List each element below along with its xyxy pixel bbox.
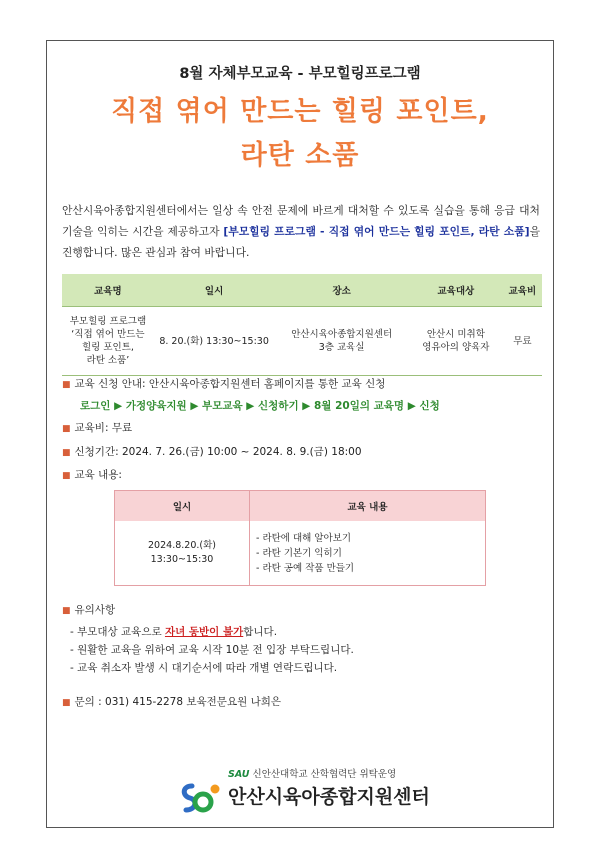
footer-logo — [178, 766, 438, 814]
note-1 — [70, 624, 277, 639]
schedule-header-row — [62, 274, 542, 307]
intro-text-start: 안산시육아종합지원센터에서는 일상 속 안전 문제에 바르게 대처할 수 있도록 실습을 통해 응급 대처 기술을 익히는 시간을 제공하고자 — [62, 204, 540, 238]
application-path: 로그인 ▶ 가정양육지원 ▶ 부모교육 ▶ 신청하기 ▶ 8월 20일의 교육명 ▶ 신청 — [80, 400, 440, 412]
content-header-row — [115, 491, 486, 522]
cell-target — [409, 307, 503, 376]
content-time: 13:30~15:30 — [150, 554, 214, 565]
note-2: - 원활한 교육을 위하여 교육 시작 10분 전 입장 부탁드립니다. — [70, 644, 354, 656]
content-table — [114, 490, 486, 586]
period-info-text: 신청기간: 2024. 7. 26.(금) 10:00 ~ 2024. 8. 9.(금) 18:00 — [74, 446, 362, 458]
content-header-date: 일시 — [115, 491, 250, 522]
square-bullet-icon: ■ — [62, 448, 71, 458]
operator-text: 신안산대학교 산학협력단 위탁운영 — [252, 769, 397, 780]
contact-info — [62, 694, 281, 709]
cell-datetime: 8. 20.(화) 13:30~15:30 — [154, 307, 274, 376]
content-date: 2024.8.20.(화) — [148, 540, 216, 551]
cell-name-line: 라탄 소품’ — [86, 355, 130, 366]
table-row — [115, 521, 486, 586]
note-1-end: 합니다. — [243, 626, 278, 638]
schedule-table — [62, 274, 542, 376]
cell-place-line: 3층 교육실 — [318, 342, 365, 353]
notes-title — [62, 602, 115, 617]
fee-info-text: 교육비: 무료 — [74, 422, 133, 434]
cell-place-line: 안산시육아종합지원센터 — [291, 329, 393, 340]
header-datetime: 일시 — [154, 274, 274, 307]
period-info — [62, 444, 362, 459]
fee-info — [62, 420, 132, 435]
content-date-cell — [115, 521, 250, 586]
program-highlight: [부모힐링 프로그램 - 직접 엮어 만드는 힐링 포인트, 라탄 소품] — [223, 225, 530, 238]
content-info-label: 교육 내용: — [74, 469, 122, 481]
notes-title-text: 유의사항 — [74, 604, 116, 616]
sau-logo-text: SAU — [228, 769, 250, 780]
center-logo-icon — [178, 780, 222, 814]
list-item: - 라탄 공예 작품 만들기 — [256, 562, 355, 574]
cell-target-line: 영유아의 양육자 — [422, 342, 490, 353]
square-bullet-icon: ■ — [62, 424, 71, 434]
operator-line — [228, 766, 396, 780]
square-bullet-icon: ■ — [62, 606, 71, 616]
cell-fee: 무료 — [503, 307, 542, 376]
list-item: - 라탄 기본기 익히기 — [256, 547, 342, 559]
content-info — [62, 467, 122, 482]
header-target: 교육대상 — [409, 274, 503, 307]
cell-name-line: 힐링 포인트, — [81, 342, 134, 353]
note-3: - 교육 취소자 발생 시 대기순서에 따라 개별 연락드립니다. — [70, 662, 338, 674]
center-name: 안산시육아종합지원센터 — [228, 786, 430, 808]
list-item: - 라탄에 대해 알아보기 — [256, 532, 352, 544]
header-place: 장소 — [274, 274, 409, 307]
intro-paragraph — [62, 200, 540, 263]
note-1-emphasis: 자녀 동반이 불가 — [164, 626, 244, 638]
cell-place — [274, 307, 409, 376]
note-1-start: - 부모대상 교육으로 — [70, 626, 165, 638]
page-subtitle: 8월 자체부모교육 - 부모힐링프로그램 — [179, 66, 421, 82]
apply-info-text: 교육 신청 안내: 안산시육아종합지원센터 홈페이지를 통한 교육 신청 — [74, 378, 386, 390]
page-title — [0, 90, 600, 178]
table-row — [62, 307, 542, 376]
square-bullet-icon: ■ — [62, 380, 71, 390]
header-fee: 교육비 — [503, 274, 542, 307]
apply-info — [62, 376, 385, 391]
cell-name — [62, 307, 154, 376]
title-line-2: 라탄 소품 — [240, 140, 360, 171]
contact-text: 문의 : 031) 415-2278 보육전문요원 나희은 — [74, 696, 282, 708]
cell-name-line: ‘직접 엮어 만드는 — [71, 329, 145, 340]
content-header-items: 교육 내용 — [250, 491, 486, 522]
content-items-cell — [250, 521, 486, 586]
square-bullet-icon: ■ — [62, 698, 71, 708]
header-name: 교육명 — [62, 274, 154, 307]
cell-target-line: 안산시 미취학 — [426, 329, 485, 340]
cell-name-line: 부모힐링 프로그램 — [69, 316, 147, 327]
intro-text-end: 을 진행합니다. 많은 관심과 참여 바랍니다. — [62, 225, 540, 259]
title-line-1: 직접 엮어 만드는 힐링 포인트, — [111, 96, 489, 127]
square-bullet-icon: ■ — [62, 471, 71, 481]
